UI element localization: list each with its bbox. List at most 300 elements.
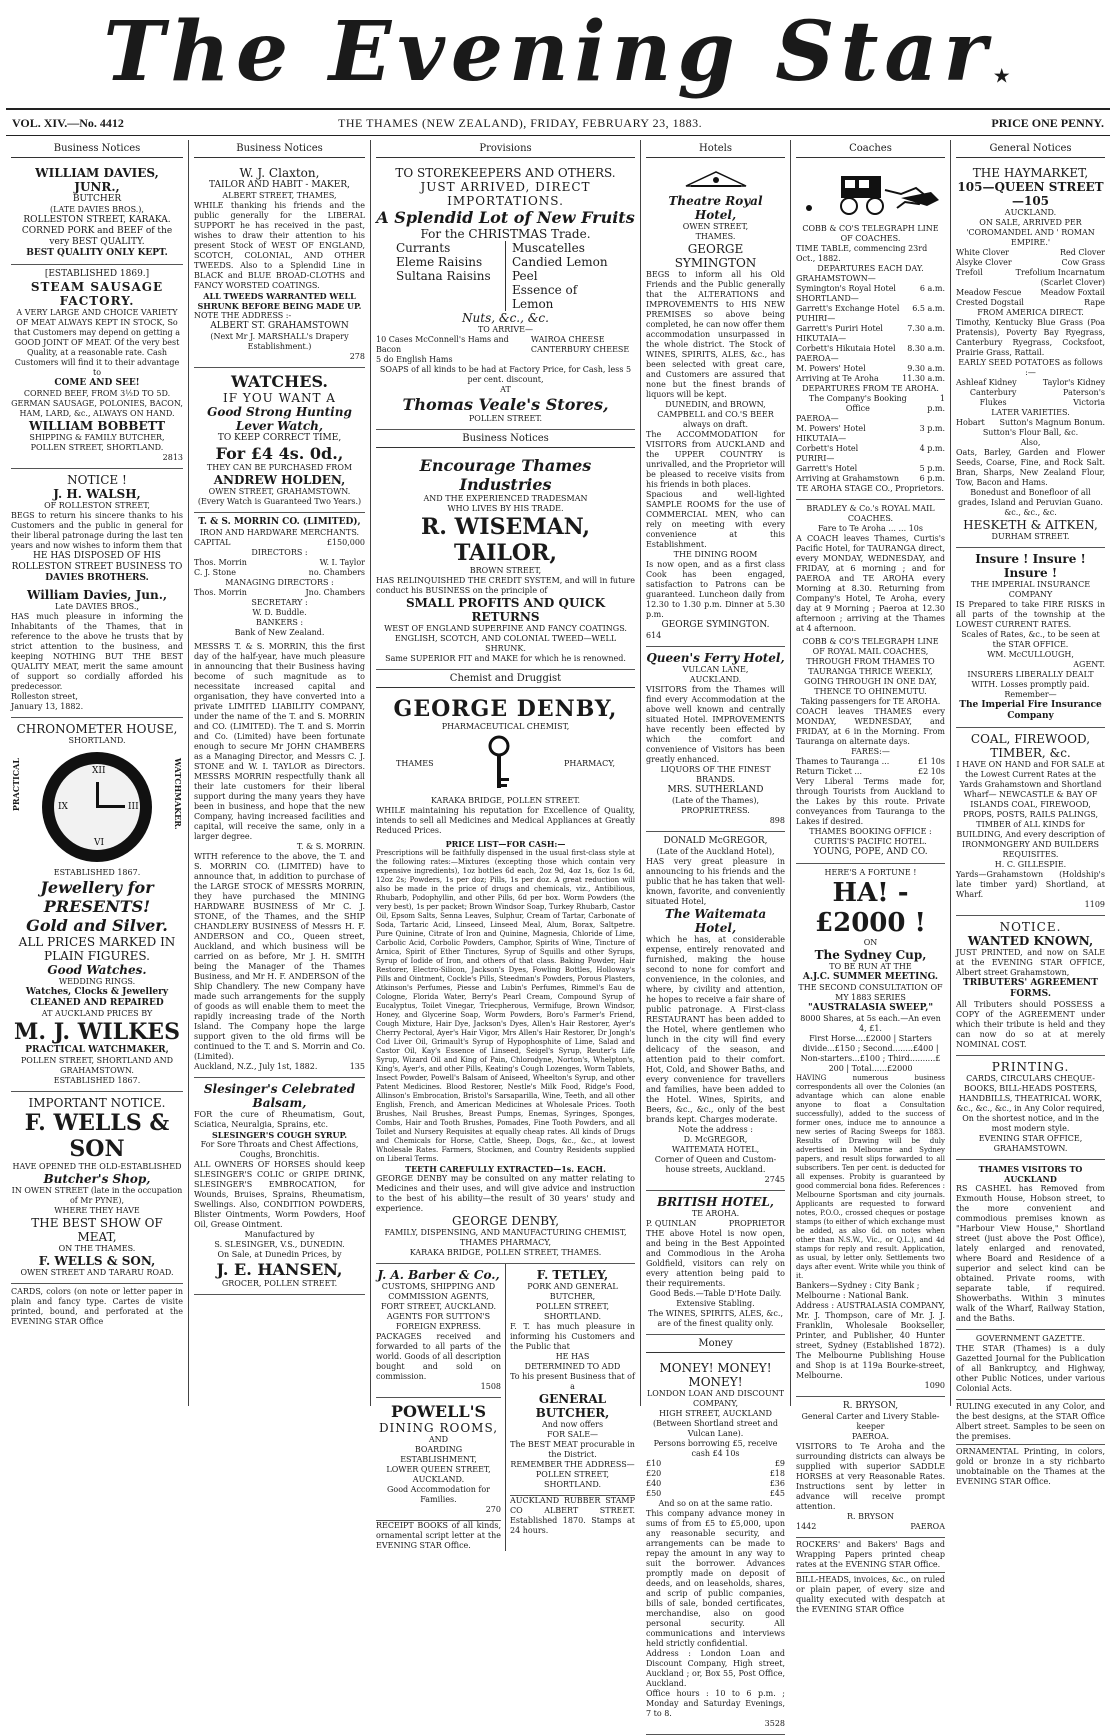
ad-body: HAS very great pleasure in announcing to his friends and the public that he has taken that well-known, favorite, and conveniently situated Hotel, bbox=[646, 857, 785, 906]
ad-line: OF ROLLESTON STREET, bbox=[44, 501, 150, 510]
key-icon bbox=[479, 734, 519, 794]
ad-line: THE DINING ROOM bbox=[673, 550, 758, 559]
ad-line: 8000 Shares, at 5s each.—An even 4, £1. bbox=[800, 1014, 941, 1033]
ad-line: ESTABLISHED 1867. bbox=[53, 1076, 141, 1085]
ad-line: WEST OF ENGLAND SUPERFINE AND FANCY COATINGS. ENGLISH, SCOTCH, AND COLONIAL TWEED—WELL SHRUNK. bbox=[384, 624, 627, 653]
later-row-value: Sutton's Magnum Bonum. bbox=[999, 418, 1105, 427]
ad-line: ALL TWEEDS WARRANTED WELL SHRUNK BEFORE BEING MADE UP. bbox=[197, 291, 362, 311]
ad-line: LATER VARIETIES. bbox=[991, 408, 1070, 417]
ad-body: A COACH leaves Thames, Curtis's Pacific Hotel, for TAURANGA direct, every MONDAY, WEDNESDAY, and FRIDAY, at 6 morning ; and for PAEROA and TE AROHA every Morning at 8.30. Returning from Company's Hotel, Te Aroha, every day at 9 Morning ; Paeroa at 12.30 afternoon ; arriving at the Thames at 4 afternoon. bbox=[796, 534, 945, 633]
ad-receipt-books: RECEIPT BOOKS of all kinds, ornamental script letter at the EVENING STAR Office. bbox=[376, 1521, 501, 1550]
timetable-row bbox=[796, 464, 945, 474]
ad-queens-ferry bbox=[646, 647, 785, 832]
timetable-row bbox=[796, 284, 945, 294]
section-header: Money bbox=[646, 1335, 785, 1353]
timetable-row-label: GRAHAMSTOWN— bbox=[796, 274, 876, 283]
column-6 bbox=[951, 140, 1110, 1486]
timetable-row-label: Garrett's Exchange Hotel bbox=[796, 304, 900, 313]
fare-table bbox=[796, 757, 945, 777]
ad-title: Gold and Silver. bbox=[26, 916, 168, 935]
ad-body: Address : AUSTRALASIA COMPANY, Mr. J. Thompson, care of Mr. J. J. Franklin, Wholesale Bookseller, Printer, and Publisher, 40 Hunter street, Sydney (Established 1872). The Melbourne Publishing House and Shop is at 119a Bourke-street, Melbourne. bbox=[796, 1301, 945, 1380]
ad-title: DONALD McGREGOR, bbox=[663, 836, 768, 846]
timetable-row-value: 3 p.m. bbox=[919, 424, 945, 433]
ad-line: HAVE OPENED THE OLD-ESTABLISHED bbox=[12, 1162, 182, 1171]
ad-line: The BEST MEAT procurable in the District. bbox=[510, 1440, 635, 1459]
ad-veale-stores bbox=[376, 162, 635, 430]
ad-number: 1109 bbox=[1084, 900, 1105, 909]
ad-title: WILLIAM BOBBETT bbox=[28, 419, 166, 433]
ad-signature: YOUNG, POPE, AND CO. bbox=[813, 847, 928, 857]
ad-line: OWEN STREET AND TARARU ROAD. bbox=[20, 1268, 174, 1277]
loan-row-label: £10 bbox=[646, 1459, 662, 1468]
ad-title: Butcher's Shop, bbox=[43, 1172, 151, 1186]
ad-body: HAVING numerous business correspondents all over the Colonies (an advantage which can alone enable anyone to float a Consultation successfully), added to the success of former ones, induce me to announce a new series of Racing Sweeps for 1883. Results of Drawing will be duly advertised in Melbourne and Sydney papers, and result slips forwarded to all subscribers. Ten per cent. is deducted for all expenses. Probity is guaranteed by good commercial bona fides. References : Melbourne Sportsman and city journals. Applicants are requested to forward notes, P.O.O., crossed cheques or postage stamps (to either of which exchange must be added, as also 6d. on notes when other than N.S.W., Vic., or Q.L.), and 4d stamps for reply and result. Application, as usual, by letter only. Settlements two days after event. Write while you think of it. bbox=[796, 1074, 945, 1280]
fruit-item: Sultana Raisins bbox=[396, 269, 491, 283]
later-table bbox=[956, 418, 1105, 428]
ad-line: A.J.C. SUMMER MEETING. bbox=[802, 972, 939, 982]
timetable-row bbox=[796, 334, 945, 344]
ad-title: WILLIAM DAVIES, JUNR., bbox=[35, 166, 159, 194]
potato-row-label: Canterbury Flukes bbox=[969, 388, 1017, 407]
ad-line: POLLEN STREET, SHORTLAND AND GRAHAMSTOWN. bbox=[20, 1056, 174, 1075]
ad-body: GEORGE DENBY may be consulted on any matter relating to Medicines and their uses, and will give advice and instruction to the best of his ability—the result of 30 years' study and experience. bbox=[376, 1174, 635, 1213]
ad-line: [ESTABLISHED 1869.] bbox=[44, 269, 150, 279]
ad-line: ROLLESTON STREET BUSINESS TO bbox=[11, 562, 183, 572]
fruit-item: Essence of Lemon bbox=[512, 283, 578, 311]
timetable-row bbox=[796, 344, 945, 354]
loan-row-value: £36 bbox=[769, 1479, 785, 1488]
ad-line: Bonedust and Bonefloor of all grades, Island and Peruvian Guano. &c., &c., &c. bbox=[958, 488, 1103, 517]
director-name: C. J. Stone bbox=[194, 568, 236, 577]
seed-row-label: Crested Dogstail bbox=[956, 298, 1024, 307]
ad-british-hotel bbox=[646, 1191, 785, 1335]
ad-line: BANKERS : bbox=[255, 618, 304, 627]
ad-title: 105—QUEEN STREET—105 bbox=[957, 180, 1104, 208]
ad-line: GERMAN SAUSAGE, POLONIES, BACON, HAM, LARD, &c., ALWAYS ON HAND. bbox=[11, 399, 183, 418]
ad-line: PRACTICAL WATCHMAKER, bbox=[25, 1045, 169, 1055]
ad-ornamental-printing: ORNAMENTAL Printing, in colors, gold or bronze in a sty richbarto unobtainable on the Thames at the EVENING STAR Office. bbox=[956, 1447, 1105, 1486]
capital-label: CAPITAL bbox=[194, 538, 231, 547]
ad-line: "AUSTRALASIA SWEEP," bbox=[807, 1003, 934, 1013]
ad-line: LOWER QUEEN STREET, AUCKLAND. bbox=[386, 1465, 491, 1484]
timetable-row-label: M. Powers' Hotel bbox=[796, 424, 866, 433]
ad-line: AUCKLAND. bbox=[1004, 208, 1057, 217]
ad-title: GEORGE DENBY, bbox=[393, 696, 618, 722]
ad-body: JUST PRINTED, and now on SALE at the EVENING STAR OFFICE, Albert street Grahamstown, bbox=[956, 948, 1105, 977]
section-header: Business Notices bbox=[194, 140, 365, 158]
proprietor-title: PROPRIETOR bbox=[728, 1219, 785, 1228]
ad-line: BEST QUALITY ONLY KEPT. bbox=[26, 248, 168, 258]
column-1 bbox=[6, 140, 189, 1406]
ad-line: ON bbox=[863, 938, 878, 947]
ad-body: F. T. has much pleasure in informing his Customers and the Public that bbox=[510, 1322, 635, 1351]
ad-title: NOTICE ! bbox=[67, 473, 127, 487]
ad-title: HESKETH & AITKEN, bbox=[963, 518, 1098, 532]
ad-holden-watches bbox=[194, 368, 365, 513]
ad-line: TIME TABLE, commencing 23rd Oct., 1882. bbox=[796, 244, 928, 263]
timetable-row bbox=[796, 394, 945, 414]
ad-line: THAMES PHARMACY, bbox=[459, 1238, 552, 1247]
hotel-crest-icon bbox=[681, 168, 751, 188]
timetable-row-label: Corbett's Hotel bbox=[796, 444, 859, 453]
timetable-row-value: 6.5 a.m. bbox=[912, 304, 945, 313]
seed-row-value: Trefolium Incarnatum (Scarlet Clover) bbox=[1015, 268, 1105, 287]
ad-sydney-cup-sweep bbox=[796, 864, 945, 1397]
ad-haymarket bbox=[956, 162, 1105, 548]
timetable-returns bbox=[796, 394, 945, 484]
ad-line: SHIPPING & FAMILY BUTCHER, POLLEN STREET, SHORTLAND. bbox=[29, 433, 165, 452]
timetable-row bbox=[796, 294, 945, 304]
potato-row bbox=[956, 388, 1105, 408]
ad-line: BOARDING ESTABLISHMENT, bbox=[400, 1445, 477, 1464]
potato-row-value: Paterson's Victoria bbox=[1063, 388, 1105, 407]
ad-title: F. WELLS & SON bbox=[24, 1110, 170, 1162]
timetable-row bbox=[796, 314, 945, 324]
timetable-row-label: Corbett's Hikutaia Hotel bbox=[796, 344, 896, 353]
ad-body: I HAVE ON HAND and FOR SALE at the Lowest Current Rates at the Yards Grahamstown and Shortland Wharf— NEWCASTLE & BAY OF ISLANDS COAL, FIREWOOD, PROPS, POSTS, RAILS PALINGS, TIMBER of ALL KINDS for BUILDING, And every description of IRONMONGERY AND BUILDERS REQUISITES. bbox=[956, 760, 1105, 859]
ad-imperial-insurance bbox=[956, 548, 1105, 728]
ad-title: Theatre Royal Hotel, bbox=[668, 194, 763, 222]
seed-row bbox=[956, 258, 1105, 268]
ad-body: which he has, at considerable expense, entirely renovated and furnished, making the house second to none for comfort and convenience, in the colonies, and where, by civility and attention, he hopes to receive a fair share of public patronage. A First-class RESTAURANT has been added to the Hotel, where gentlemen who lunch in the city will find every delicacy of the season, and attention paid to their comfort. Hot, Cold, and Shower Baths, and every convenience for travellers and families, have been added to the Hotel. Wines, Spirits, and Beers, &c., &c., only of the best brands kept. Charges moderate. bbox=[646, 935, 785, 1124]
timetable-row-value: 6 a.m. bbox=[919, 284, 945, 293]
timetable-row-value: 5 p.m. bbox=[919, 464, 945, 473]
ad-line: The Imperial Fire Insurance Company bbox=[959, 700, 1102, 721]
ad-london-loan bbox=[646, 1357, 785, 1735]
ad-title: IMPORTANT NOTICE. bbox=[28, 1096, 166, 1110]
ad-title: HERE'S A FORTUNE ! bbox=[824, 868, 917, 877]
ad-line: Fare to Te Aroha ... ... 10s bbox=[818, 524, 923, 533]
ad-line: POLLEN STREET. bbox=[468, 414, 543, 423]
ad-line: PHARMACY, bbox=[563, 759, 615, 768]
ad-price: For £4 4s. 0d., bbox=[215, 444, 344, 463]
ad-body: HAS much pleasure in informing the Inhabitants of the Thames, that in reference to the above he trusts that by strict attention to the business, and keeping NOTHING BUT THE BEST QUALITY MEAT, merit the same amount of support so cordially afforded his predecessor. bbox=[11, 612, 183, 691]
seed-row bbox=[956, 288, 1105, 298]
ad-title: Good Strong Hunting Lever Watch, bbox=[207, 405, 352, 433]
ad-title: GOVERNMENT GAZETTE. bbox=[975, 1334, 1086, 1343]
fruit-item: Candied Lemon Peel bbox=[512, 255, 608, 283]
timetable-row bbox=[796, 364, 945, 374]
ad-body: WHILE thanking his friends and the public generally for the LIBERAL SUPPORT he has received in the past, wishes to draw their attention to his present Stock of WEST OF ENGLAND, SCOTCH, COLONIAL, AND OTHER TWEEDS. Also to a Splendid Line in BLACK and BLUE BROAD-CLOTHS and FANCY WORSTED COATINGS. bbox=[194, 201, 365, 290]
timetable-row bbox=[796, 374, 945, 384]
ad-title: PRINTING. bbox=[991, 1060, 1070, 1074]
ad-line: HE HAS DISPOSED OF HIS bbox=[33, 551, 161, 561]
timetable-row-label: Symington's Royal Hotel bbox=[796, 284, 896, 293]
ad-title: Queen's Ferry Hotel, bbox=[646, 651, 785, 665]
ad-barber-co bbox=[376, 1264, 501, 1398]
ad-date: Auckland, N.Z., July 1st, 1882. bbox=[194, 1062, 318, 1071]
volume-number: VOL. XIV.—No. 4412 bbox=[12, 116, 124, 130]
ad-wells-butcher bbox=[11, 1092, 183, 1284]
ad-morrin-co bbox=[194, 513, 365, 1078]
ad-line: TE AROHA. bbox=[691, 1209, 740, 1218]
ad-body: MESSRS T. & S. MORRIN, this the first day of the half-year, have much pleasure in announcing that their Business having become of such magnitude as to necessitate increased capital and organisation, they have converted into a private LIMITED LIABILITY COMPANY, under the name of the T. and S. MORRIN and CO. (LIMITED). The T. and S. Morrin and Co. (Limited) have been fortunate enough to secure Mr JOHN CHAMBERS as a Managing Director, and Messrs C. J. STONE and W. I. TAYLOR as Directors. MESSRS MORRIN respectfully thank all their late customers for their liberal support during the many years they have been in business, and hope that the new Company, having increased facilities and capital, will receive the same, only in a larger degree. bbox=[194, 642, 365, 841]
ad-wanted-known bbox=[956, 916, 1105, 1056]
issue-price: PRICE ONE PENNY. bbox=[991, 116, 1104, 130]
ad-line: AGENTS FOR SUTTON'S FOREIGN EXPRESS. bbox=[386, 1312, 491, 1331]
coach-icon bbox=[801, 168, 941, 218]
ad-body: THE above Hotel is now open, and being in the Best Appointed and Commodious in the Aroha Goldfield, visitors can rely on every attention being paid to their requirements. bbox=[646, 1229, 785, 1288]
ad-title: The Sydney Cup, bbox=[814, 948, 927, 962]
masthead bbox=[0, 0, 1114, 108]
ad-line: DIRECTORS : bbox=[251, 548, 308, 557]
ad-line: ESTABLISHED 1867. bbox=[53, 868, 141, 877]
ad-claxton-tailor bbox=[194, 162, 365, 368]
section-header: General Notices bbox=[956, 140, 1105, 158]
ad-line: MANAGING DIRECTORS : bbox=[225, 578, 334, 587]
ad-line: Same SUPERIOR FIT and MAKE for which he is renowned. bbox=[385, 654, 626, 663]
seed-row-label: Meadow Fescue bbox=[956, 288, 1022, 297]
ad-title: Encourage Thames Industries bbox=[419, 456, 592, 494]
ad-line: GRAHAMSTOWN. bbox=[993, 1144, 1068, 1153]
ad-line: WEDDING RINGS. bbox=[58, 977, 136, 986]
issue-date: THE THAMES (NEW ZEALAND), FRIDAY, FEBRUARY 23, 1883. bbox=[338, 116, 703, 130]
ad-line: SECRETARY : bbox=[251, 598, 308, 607]
ad-body: CARDS, CIRCULARS CHEQUE-BOOKS, BILL-HEADS POSTERS, HANDBILLS, THEATRICAL WORK, &c., &c., &c., in Any Color required, On the shortest notice, and in the most modern style. bbox=[956, 1074, 1105, 1133]
ad-title: A Splendid Lot of New Fruits bbox=[376, 208, 635, 227]
ad-body: FOR the cure of Rheumatism, Gout, Sciatica, Neuralgia, Sprains, etc. bbox=[194, 1110, 365, 1129]
loan-row bbox=[646, 1459, 785, 1469]
ad-line: EARLY SEED POTATOES as follows :— bbox=[958, 358, 1103, 377]
ad-line: ROLLESTON STREET, KARAKA. bbox=[23, 215, 171, 225]
ad-line: (Between Shortland street and Vulcan Lane). bbox=[652, 1419, 778, 1438]
seed-row-value: Meadow Foxtail bbox=[1040, 288, 1105, 297]
ad-line: PHARMACEUTICAL CHEMIST, bbox=[441, 722, 570, 731]
timetable-row bbox=[796, 324, 945, 334]
potato-row bbox=[956, 378, 1105, 388]
ad-line: And now offers bbox=[541, 1420, 604, 1429]
timetable-row-label: Arriving at Te Aroha bbox=[796, 374, 879, 383]
loan-row-value: £45 bbox=[769, 1489, 785, 1498]
seed-table bbox=[956, 248, 1105, 308]
seed-row-value: Cow Grass bbox=[1061, 258, 1105, 267]
fare-row-value: £2 10s bbox=[917, 767, 945, 776]
ad-line: TEETH CAREFULLY EXTRACTED—1s. EACH. bbox=[405, 1164, 606, 1174]
ad-line: For the CHRISTMAS Trade. bbox=[420, 227, 591, 241]
ad-line: LIQUORS OF THE FINEST BRANDS. bbox=[660, 765, 771, 784]
ad-line: Note the address : bbox=[678, 1125, 753, 1134]
ad-line: Nuts, &c., &c. bbox=[462, 311, 549, 325]
ad-line: POLLEN STREET, SHORTLAND. bbox=[535, 1302, 610, 1321]
ad-body: HAS RELINQUISHED THE CREDIT SYSTEM, and will in future conduct his BUSINESS on the principle of bbox=[376, 576, 635, 595]
ad-line: POLLEN STREET, bbox=[535, 1470, 610, 1479]
ad-title: TO STOREKEEPERS AND OTHERS. bbox=[395, 166, 616, 180]
ad-line: ALBERT STREET, THAMES, bbox=[222, 191, 337, 200]
later-row bbox=[956, 418, 1105, 428]
ad-body: RS CASHEL has Removed from Exmouth House, Hobson street, to the more convenient and commodious premises known as "Harbour View House," Shortland street (just above the Post Office), lately enlarged and renovated, where Board and Residence of a superior and select kind can be obtained. Private rooms, with separate table, if required. Showerbaths. Within 3 minutes walk of the Wharf, Railway Station, and the Baths. bbox=[956, 1184, 1105, 1323]
ad-line: Corner of Queen and Custom-house streets, Auckland. bbox=[654, 1155, 777, 1174]
loan-row-value: £18 bbox=[769, 1469, 785, 1478]
timetable-row-value: 9.30 a.m. bbox=[907, 364, 945, 373]
ad-line: IF YOU WANT A bbox=[223, 391, 336, 405]
ad-number: 1508 bbox=[480, 1382, 501, 1391]
ad-title: Insure ! Insure ! Insure ! bbox=[975, 552, 1086, 580]
capital-value: £150,000 bbox=[326, 538, 365, 547]
ad-steam-sausage bbox=[11, 265, 183, 469]
ad-number: 135 bbox=[349, 1062, 365, 1071]
column-2 bbox=[189, 140, 371, 1406]
ad-line: And so on at the same ratio. bbox=[658, 1499, 773, 1508]
ad-line: TAILOR AND HABIT - MAKER, bbox=[209, 180, 350, 190]
fare-row-label: Thames to Tauranga ... bbox=[796, 757, 890, 766]
ad-title: WANTED KNOWN, bbox=[967, 934, 1094, 948]
ad-line: FOR SALE— bbox=[546, 1430, 599, 1439]
loan-row bbox=[646, 1489, 785, 1499]
ad-cobb-coaches bbox=[796, 162, 945, 500]
ad-line: TO KEEP CORRECT TIME, bbox=[217, 433, 342, 443]
ad-body: ALL OWNERS OF HORSES should keep SLESINGER'S COLIC or GRIPE DRINK, SLESINGER'S EMBROCATION, for Wounds, Bruises, Sprains, Rheumatism, Swellings. Also, CONDITION POWDERS, Blister Ointments, Worm Powders, Hoof Oil, Grease Ointment. bbox=[194, 1160, 365, 1229]
ad-number: 3528 bbox=[764, 1719, 785, 1728]
ad-line: HIGH STREET, AUCKLAND bbox=[659, 1409, 772, 1418]
ad-line: Late DAVIES BROS., bbox=[55, 602, 139, 611]
ad-bryson-livery bbox=[796, 1397, 945, 1538]
ad-line: BROWN STREET, bbox=[469, 566, 542, 575]
potato-table bbox=[956, 378, 1105, 408]
timetable-row bbox=[796, 474, 945, 484]
ad-line: D. McGREGOR, bbox=[683, 1135, 748, 1144]
ad-line: DETERMINED TO ADD bbox=[524, 1362, 621, 1371]
seed-row bbox=[956, 298, 1105, 308]
fare-row-label: Return Ticket ... bbox=[796, 767, 862, 776]
ad-title: MRS. SUTHERLAND bbox=[667, 785, 764, 795]
ad-body: WHILE maintaining his reputation for Excellence of Quality, intends to sell all Medicines and Medical Appliances at Greatly Reduced Prices. bbox=[376, 806, 635, 835]
ad-title: J. H. WALSH, bbox=[53, 487, 141, 501]
ad-bradley-coaches bbox=[796, 500, 945, 864]
ad-line: ON THE THAMES. bbox=[58, 1244, 136, 1253]
ad-waitemata-hotel bbox=[646, 832, 785, 1191]
ad-body: All Tributers should POSSESS a COPY of the AGREEMENT under which their tribute is held and they can now do so at at merely NOMINAL COST. bbox=[956, 1000, 1105, 1049]
ad-line: CORNED PORK and BEEF of the very BEST QUALITY. bbox=[21, 226, 173, 247]
ad-number: 1442 bbox=[796, 1522, 817, 1531]
fare-row-value: £1 10s bbox=[917, 757, 945, 766]
ad-line: SHORTLAND. bbox=[544, 1480, 601, 1489]
ad-body: Yards—Grahamstown (Holdship's late timber yard) Shortland, at Wharf. bbox=[956, 870, 1105, 899]
loan-row-value: £9 bbox=[774, 1459, 785, 1468]
timetable-row-label: The Company's Booking Office bbox=[808, 394, 907, 413]
potato-row-label: Ashleaf Kidney bbox=[956, 378, 1017, 387]
ad-title: Thomas Veale's Stores, bbox=[402, 395, 609, 414]
clock-caption-left: PRACTICAL bbox=[11, 758, 21, 812]
ad-title: COBB & CO'S TELEGRAPH LINE OF ROYAL MAIL COACHES, bbox=[802, 637, 939, 656]
timetable-row bbox=[796, 454, 945, 464]
ad-line: LONDON LOAN AND DISCOUNT COMPANY, bbox=[646, 1389, 785, 1408]
ad-number: 614 bbox=[646, 631, 662, 640]
newspaper-title: The Evening Star bbox=[103, 4, 993, 100]
ad-line: First Horse....£2000 | Starters divide...£150 ; Second........£400 | Non-starters...£100 ; Third..........£ 200 | Total......£2000 bbox=[800, 1034, 941, 1073]
arrival-item: CANTERBURY CHEESE bbox=[530, 345, 630, 354]
later-row-label: Hobart bbox=[956, 418, 985, 427]
loan-row bbox=[646, 1479, 785, 1489]
ad-line: WAITEMATA HOTEL, bbox=[671, 1145, 760, 1154]
ad-cards: CARDS, colors (on note or letter paper in plain and fancy type. Cartes de visite printed, bound, and perforated at the EVENING STAR Office bbox=[11, 1287, 183, 1326]
ad-line: NOTE THE ADDRESS :- bbox=[194, 311, 292, 320]
ad-line: Remember— bbox=[1004, 690, 1057, 699]
proprietor-name: P. QUINLAN bbox=[646, 1219, 697, 1228]
timetable-row-label: PAEROA— bbox=[796, 414, 839, 423]
ad-line: On Sale, at Dunedin Prices, by bbox=[217, 1250, 342, 1259]
ad-line: AT AUCKLAND PRICES BY bbox=[41, 1009, 153, 1018]
ad-line: DURHAM STREET. bbox=[991, 532, 1070, 541]
masthead-rule bbox=[6, 108, 1110, 110]
ad-line: SOAPS of all kinds to be had at Factory Price, for Cash, less 5 per cent. discount, bbox=[379, 365, 632, 384]
ad-title: Slesinger's Celebrated Balsam, bbox=[203, 1082, 356, 1110]
ad-line: REMEMBER THE ADDRESS— bbox=[510, 1460, 635, 1469]
ad-line: AGENT. bbox=[1073, 660, 1105, 669]
ad-body: Timothy, Kentucky Blue Grass (Poa Pratensis), Poverty Bay Ryegrass, Canterbury Ryegrass, Cocksfoot, Prairie Grass, Rattail. bbox=[956, 318, 1105, 357]
ad-line: GENERAL BUTCHER, bbox=[535, 1392, 610, 1420]
loan-row-label: £50 bbox=[646, 1489, 662, 1498]
ad-body: Is now open, and as a first class Cook has been engaged, satisfaction to Patrons can be guaranteed. Luncheon daily from 12.30 to 1.30 p.m. Dinner at 5.30 p.m. bbox=[646, 560, 785, 619]
seed-row bbox=[956, 248, 1105, 258]
fare-row bbox=[796, 757, 945, 767]
ad-number: 1090 bbox=[924, 1381, 945, 1390]
ad-line: Sutton's Flour Ball, &c. bbox=[982, 428, 1079, 437]
timetable-row-value: 4 p.m. bbox=[919, 444, 945, 453]
ad-title: T. & S. MORRIN CO. (LIMITED), bbox=[198, 517, 361, 527]
ad-line: KARAKA BRIDGE, POLLEN STREET. bbox=[430, 796, 581, 805]
column-3 bbox=[371, 140, 641, 1550]
ad-body: The ACCOMMODATION for VISITORS from AUCKLAND and the UPPER COUNTRY is unrivalled, and the Proprietor will be pleased to receive visits from his friends in both places. bbox=[646, 430, 785, 489]
ad-signature: R. BRYSON bbox=[846, 1512, 895, 1521]
ad-slesinger-balsam bbox=[194, 1078, 365, 1295]
ad-title: BRITISH HOTEL, bbox=[657, 1195, 774, 1209]
ad-body: This company advance money in sums of from £5 to £5,000, upon any reasonable security, and arrangements can be made to repay the amount in any way to suit the borrower. Advances promptly made on deposit of deeds, and on leaseholds, shares, and scrip of public companies, bills of sale, bonded certificates, merchandise, also on good personal security. All communications and interviews held strictly confidential. bbox=[646, 1509, 785, 1648]
ad-line: Taking passengers for TE AROHA. bbox=[800, 697, 941, 706]
ad-title: F. TETLEY, bbox=[536, 1268, 609, 1282]
ad-line: COME AND SEE! bbox=[54, 378, 140, 388]
director-name: Thos. Morrin bbox=[194, 558, 247, 567]
section-header: Business Notices bbox=[376, 430, 635, 448]
ad-powell-dining bbox=[376, 1398, 501, 1521]
ad-line: Persons borrowing £5, receive cash £4 10s bbox=[653, 1439, 778, 1458]
ad-number: 898 bbox=[769, 816, 785, 825]
ad-title: THE HAYMARKET, bbox=[972, 166, 1089, 180]
ad-line: PRICE LIST—FOR CASH:— bbox=[445, 839, 566, 849]
ad-title: STEAM SAUSAGE FACTORY. bbox=[30, 280, 164, 308]
timetable-row-label: PURIRI— bbox=[796, 454, 835, 463]
ad-title: William Davies, Jun., bbox=[26, 588, 168, 602]
star-icon: ★ bbox=[992, 63, 1011, 88]
ad-denby-chemist bbox=[376, 692, 635, 1264]
ad-title: GEORGE SYMINGTON bbox=[674, 242, 757, 270]
ad-body: THE STAR (Thames) is a duly Gazetted Journal for the Publication of all Bankruptcy, and Highway, other Public Notices, under various Colonial Acts. bbox=[956, 1344, 1105, 1393]
ad-line: DEPARTURES FROM TE AROHA. bbox=[802, 384, 939, 393]
timetable-departures bbox=[796, 274, 945, 384]
ad-line: OWEN STREET, bbox=[682, 222, 749, 231]
ad-body: WITH reference to the above, the T. and S. MORRIN CO. (LIMITED) have to announce that, in addition to purchase of the LARGE STOCK of MESSRS MORRIN, they have purchased the MINING HARDWARE BUSINESS of Mr C. J. STONE, of the Thames, and the SHIP CHANDLERY BUSINESS of Messrs H. F. ANDERSON and CO., Queen street, Auckland, and which business will be carried on as before, Mr J. H. SMITH being the Manager of the Thames Business, and Mr H. F. ANDERSON of the Ship Chandlery. The new Company have made such arrangements for the supply of goods as will enable them to meet the rapidly increasing trade of the North Island. The Company hope the large support given to the old firms will be continued to the T. and S. Morrin and Co. (Limited). bbox=[194, 852, 365, 1061]
section-header: Chemist and Druggist bbox=[376, 670, 635, 688]
ad-line: Good Beds.—Table D'Hote Daily. bbox=[649, 1289, 782, 1298]
ad-line: ON SALE, ARRIVED PER 'COROMANDEL AND ' ROMAN EMPIRE.' bbox=[966, 218, 1095, 247]
ad-line: THEY CAN BE PURCHASED FROM bbox=[206, 463, 353, 472]
timetable-row bbox=[796, 354, 945, 364]
ad-body: Address : London Loan and Discount Company, High street, Auckland ; or, Box 55, Post Office, Auckland. bbox=[646, 1649, 785, 1688]
ad-line: PROPRIETRESS. bbox=[681, 806, 750, 815]
ad-title: COAL, FIREWOOD, TIMBER, &c. bbox=[970, 732, 1091, 760]
ad-line: WHO LIVES BY HIS TRADE. bbox=[447, 504, 564, 513]
ad-line: Watches, Clocks & Jewellery CLEANED AND REPAIRED bbox=[25, 987, 169, 1008]
ad-line: THAMES BOOKING OFFICE : CURTIS'S PACIFIC HOTEL. bbox=[809, 827, 932, 846]
fare-row bbox=[796, 767, 945, 777]
ad-line: WM. McCULLOUGH, bbox=[987, 650, 1074, 659]
ad-signature: GEORGE SYMINGTON. bbox=[661, 620, 770, 630]
ad-line: IRON AND HARDWARE MERCHANTS. bbox=[199, 528, 360, 537]
ad-line: DINING ROOMS, bbox=[378, 1421, 499, 1435]
ad-line: Good Accommodation for Families. bbox=[386, 1485, 490, 1504]
ad-line: GROCER, POLLEN STREET. bbox=[221, 1279, 338, 1288]
ad-title: POWELL'S bbox=[390, 1402, 487, 1421]
ad-line: (Late of the Thames), bbox=[671, 796, 759, 805]
